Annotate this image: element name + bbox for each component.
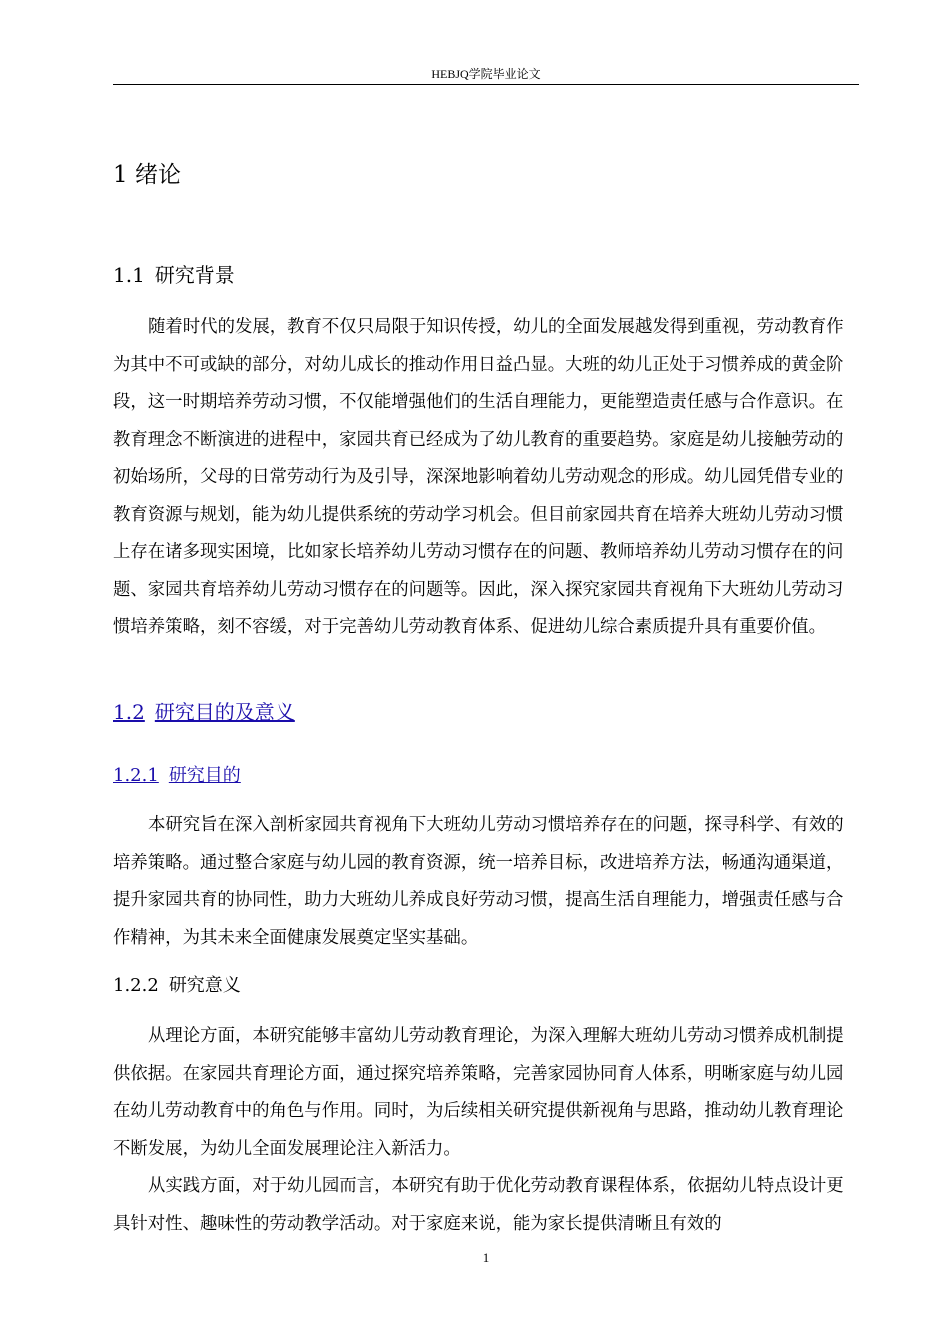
subsection-title: 研究意义 (168, 975, 241, 996)
subsection-link-number[interactable]: 1.2.1 (113, 765, 159, 786)
paragraph-research-background: 随着时代的发展，教育不仅只局限于知识传授，幼儿的全面发展越发得到重视，劳动教育作为其中不可或缺的部分，对幼儿成长的推动作用日益凸显。大班的幼儿正处于习惯养成的黄金阶段，这一时期培养劳动习惯，不仅能增强他们的生活自理能力，更能塑造责任感与合作意识。在教育理念不断演进的进程中，家园共育已经成为了幼儿教育的重要趋势。家庭是幼儿接触劳动的初始场所，父母的日常劳动行为及引导，深深地影响着幼儿劳动观念的形成。幼儿园凭借专业的教育资源与规划，能为幼儿提供系统的劳动学习机会。但目前家园共育在培养大班幼儿劳动习惯上存在诸多现实困境，比如家长培养幼儿劳动习惯存在的问题、教师培养幼儿劳动习惯存在的问题、家园共育培养幼儿劳动习惯存在的问题等。因此，深入探究家园共育视角下大班幼儿劳动习惯培养策略，刻不容缓，对于完善幼儿劳动教育体系、促进幼儿综合素质提升具有重要价值。 (113, 317, 844, 637)
paragraph-practical-significance: 从实践方面，对于幼儿园而言，本研究有助于优化劳动教育课程体系，依据幼儿特点设计更具针对性、趣味性的劳动教学活动。对于家庭来说，能为家长提供清晰且有效的 (113, 1176, 844, 1234)
running-header: HEBJQ学院毕业论文 (431, 67, 541, 81)
section-link-title[interactable]: 研究目的及意义 (154, 700, 295, 724)
paragraph-research-purpose: 本研究旨在深入剖析家园共育视角下大班幼儿劳动习惯培养存在的问题，探寻科学、有效的培养策略。通过整合家庭与幼儿园的教育资源，统一培养目标，改进培养方法，畅通沟通渠道，提升家园共育的协同性，助力大班幼儿养成良好劳动习惯，提高生活自理能力，增强责任感与合作精神，为其未来全面健康发展奠定坚实基础。 (113, 815, 844, 948)
chapter-number: 1 (113, 162, 128, 188)
section-link-number[interactable]: 1.2 (113, 700, 145, 724)
chapter-title: 绪论 (134, 162, 181, 188)
section-heading-1-2-2 (113, 972, 241, 1000)
section-heading-1-1 (113, 260, 235, 290)
section-heading-1-2-1[interactable] (113, 762, 241, 790)
page-number: 1 (482, 1250, 490, 1265)
subsection-link-title[interactable]: 研究目的 (168, 765, 241, 786)
header-divider (113, 84, 859, 85)
section-title: 研究背景 (154, 263, 235, 287)
section-heading-1-2[interactable] (113, 697, 295, 727)
chapter-heading (113, 158, 181, 192)
paragraph-theoretical-significance: 从理论方面，本研究能够丰富幼儿劳动教育理论，为深入理解大班幼儿劳动习惯养成机制提供依据。在家园共育理论方面，通过探究培养策略，完善家园协同育人体系，明晰家庭与幼儿园在幼儿劳动教育中的角色与作用。同时，为后续相关研究提供新视角与思路，推动幼儿教育理论不断发展，为幼儿全面发展理论注入新活力。 (113, 1026, 844, 1159)
section-number: 1.1 (113, 263, 145, 287)
subsection-number: 1.2.2 (113, 975, 159, 996)
